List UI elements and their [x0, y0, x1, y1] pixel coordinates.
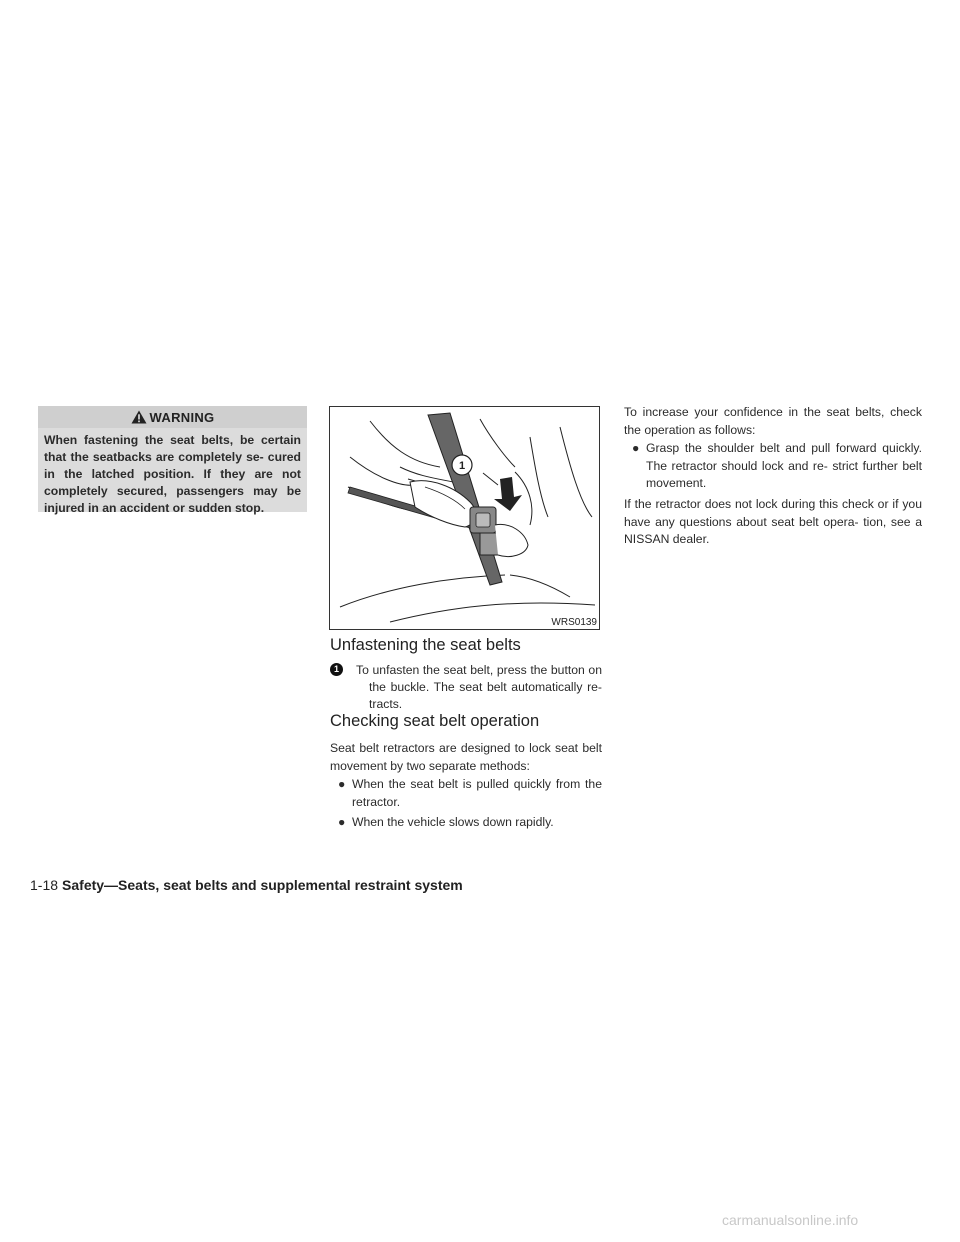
bullet-icon: ● — [338, 777, 346, 791]
seat-belt-illustration — [329, 406, 600, 630]
checking-bullet-1-text: When the seat belt is pulled quickly from the retractor. — [352, 777, 602, 809]
warning-triangle-icon — [131, 410, 147, 424]
bullet-icon: ● — [338, 815, 346, 829]
checking-bullet-1 — [338, 776, 602, 811]
figure-callout-1: 1 — [458, 460, 466, 472]
column3-closing: If the retractor does not lock during this check or if you have any questions about seat belt opera- tion, see a NISSAN dealer. — [624, 497, 922, 546]
section-title: Safety—Seats, seat belts and supplemental restraint system — [62, 877, 463, 893]
watermark: carmanualsonline.info — [722, 1212, 859, 1228]
step-number-icon: 1 — [330, 663, 343, 676]
heading-unfastening: Unfastening the seat belts — [330, 636, 521, 654]
warning-box — [38, 406, 307, 515]
column3-bullet-text: Grasp the shoulder belt and pull forward quickly. The retractor should lock and re- strict further belt movement. — [646, 441, 922, 490]
bullet-icon: ● — [632, 441, 640, 455]
warning-text: When fastening the seat belts, be certain that the seatbacks are completely se- cured in the latched position. If they are not completely secured, passengers may be injured in an accident or sudden stop. — [44, 433, 301, 515]
column3-bullet — [632, 440, 922, 493]
column3-intro: To increase your confidence in the seat belts, check the operation as follows: — [624, 405, 922, 437]
unfasten-step — [330, 662, 602, 713]
page-footer — [30, 877, 463, 893]
warning-header — [38, 406, 307, 428]
checking-intro: Seat belt retractors are designed to lock seat belt movement by two separate methods: — [330, 741, 602, 773]
checking-bullet-2-text: When the vehicle slows down rapidly. — [352, 815, 554, 829]
heading-checking: Checking seat belt operation — [330, 712, 540, 730]
seat-belt-buckle-drawing — [330, 407, 599, 629]
checking-bullet-2 — [338, 814, 602, 832]
warning-title: WARNING — [149, 409, 215, 425]
page-number: 1-18 — [30, 877, 59, 893]
figure-code: WRS0139 — [551, 617, 597, 628]
unfasten-step-text: To unfasten the seat belt, press the button on the buckle. The seat belt automatically re- tracts. — [356, 663, 602, 711]
